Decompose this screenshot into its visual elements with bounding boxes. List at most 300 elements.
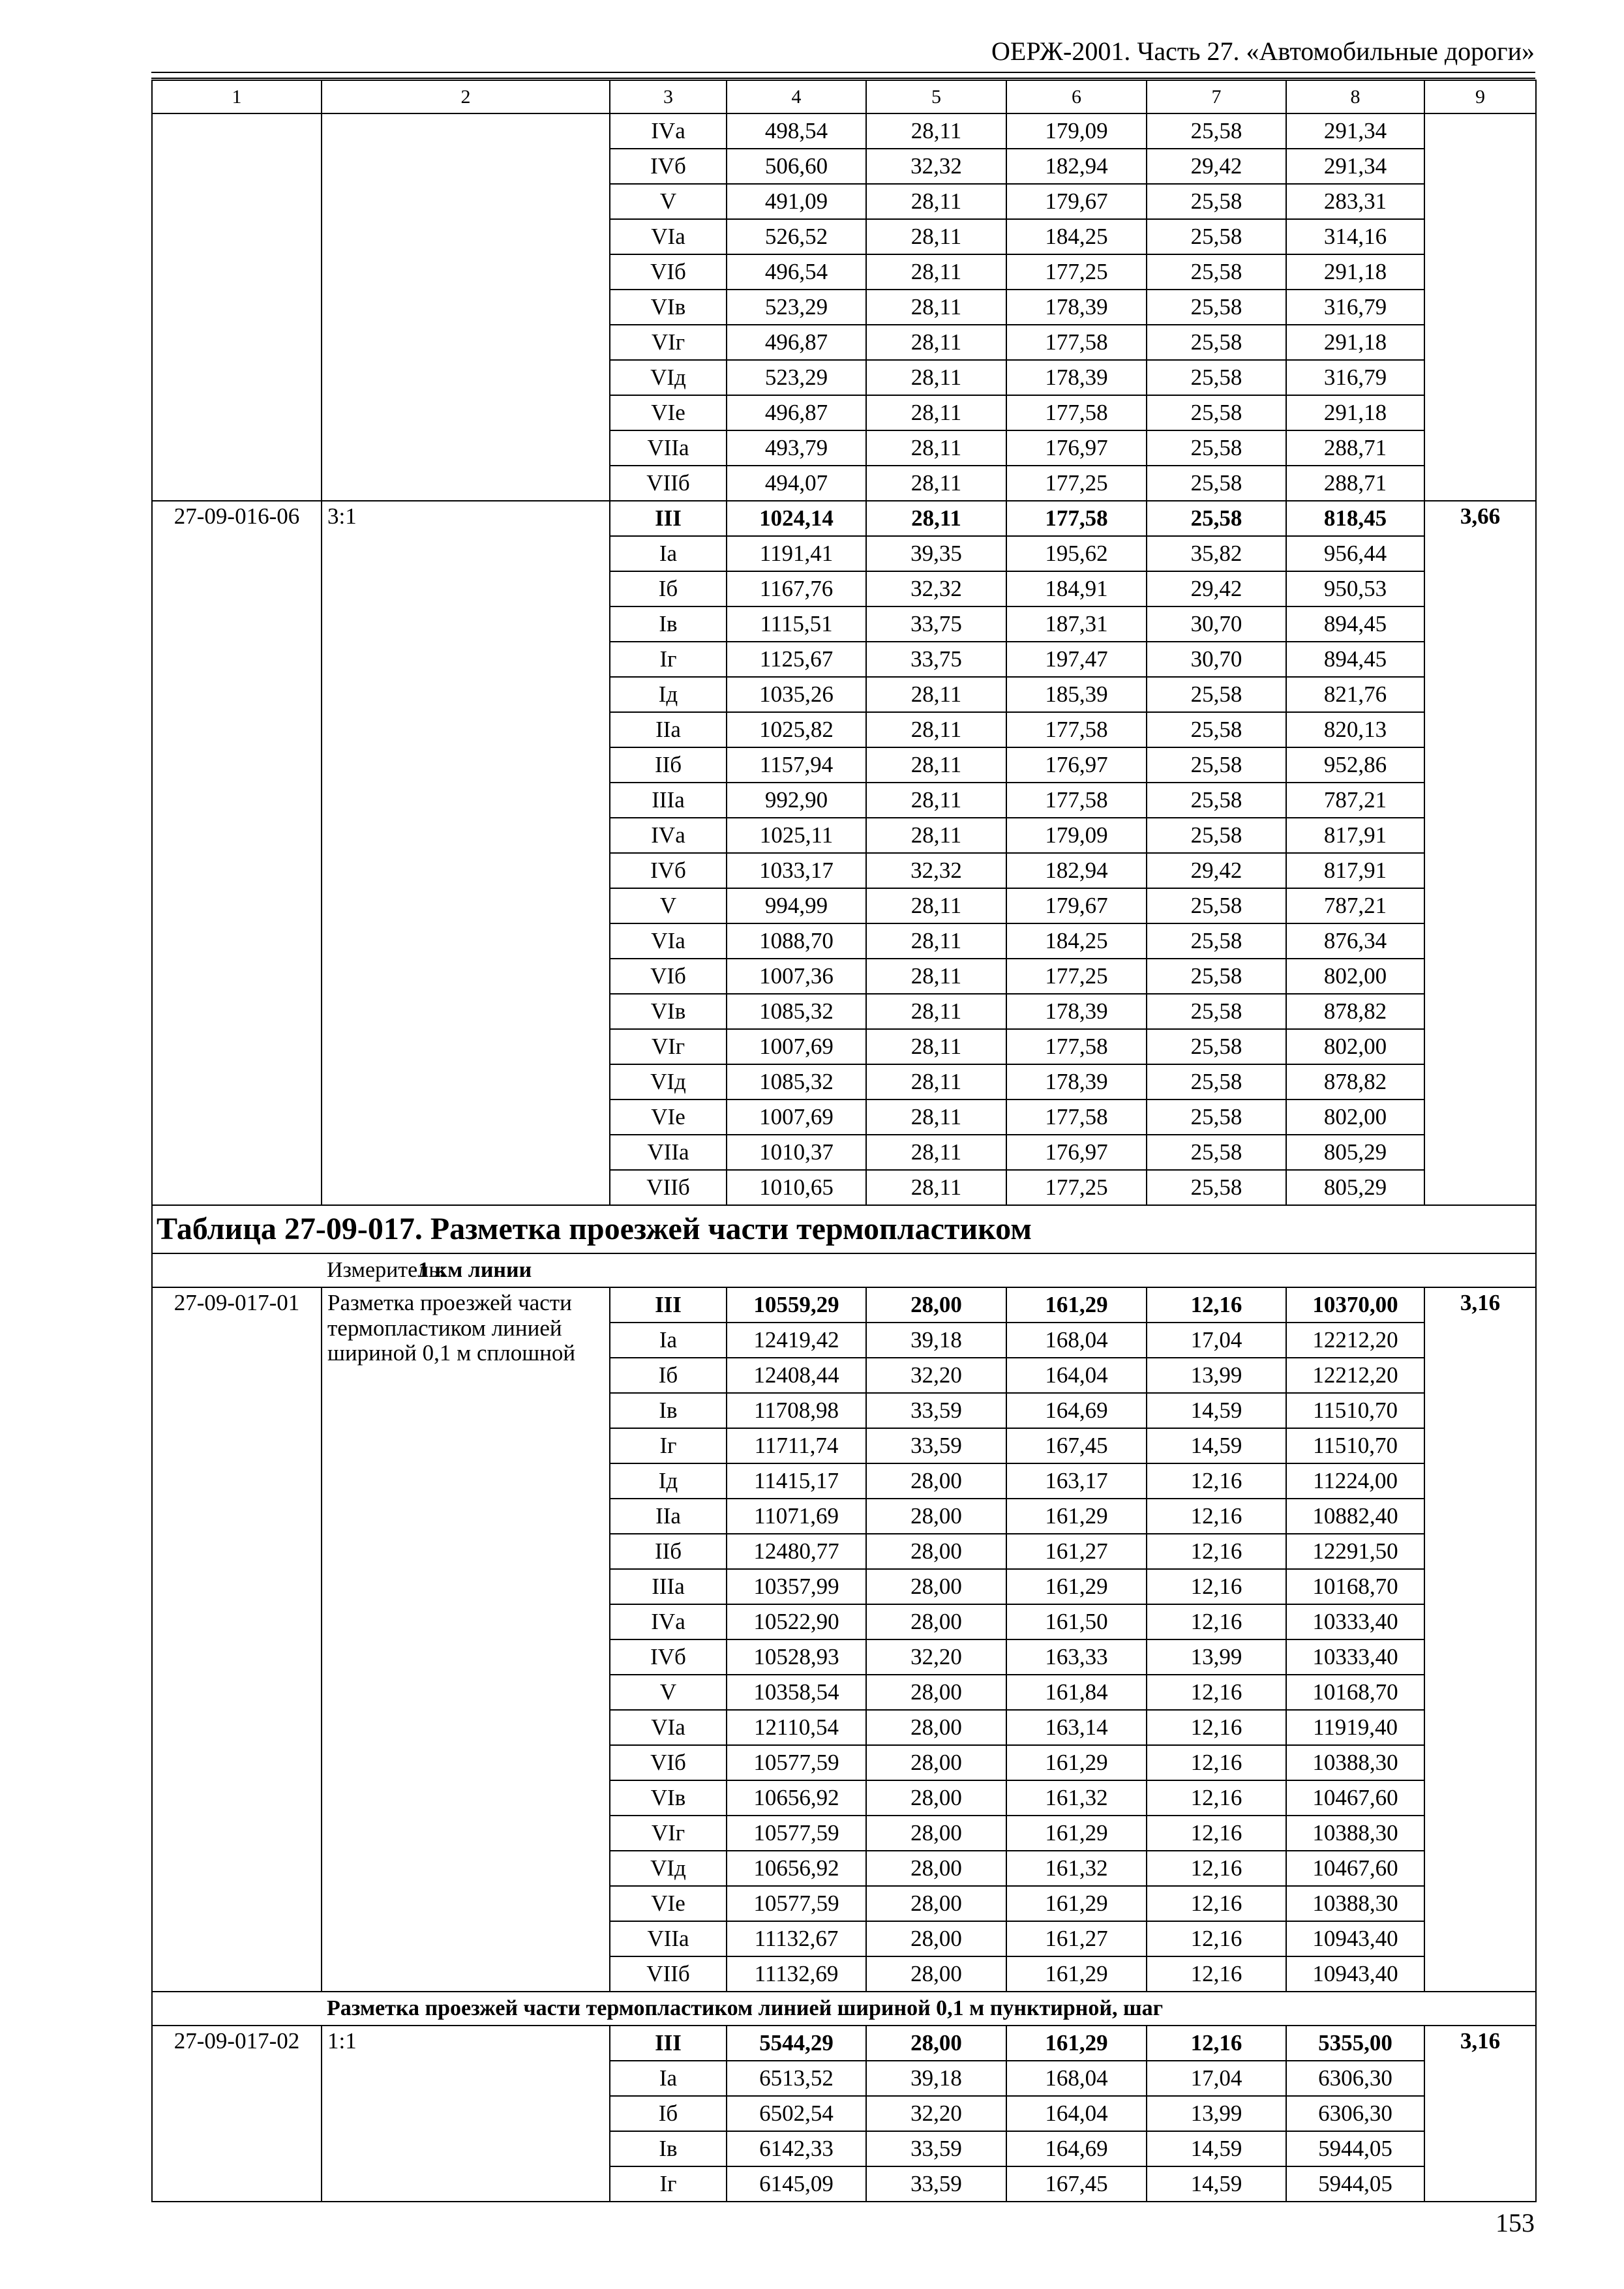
value-cell: 30,70 [1147,606,1286,642]
zone-cell: Iд [610,677,727,712]
value-cell: 14,59 [1147,1393,1286,1428]
value-cell: 176,97 [1006,430,1147,466]
value-cell: 161,29 [1006,1569,1147,1604]
value-cell: 17,04 [1147,1323,1286,1358]
value-cell: 10656,92 [727,1780,866,1816]
value-cell: 818,45 [1286,501,1424,536]
value-cell: 28,11 [866,466,1006,501]
value-cell: 28,11 [866,1135,1006,1170]
value-cell: 195,62 [1006,536,1147,571]
zone-cell: VIа [610,219,727,254]
value-cell: 496,54 [727,254,866,290]
value-cell: 10943,40 [1286,1956,1424,1992]
row-description: 1:1 [322,2026,610,2202]
value-cell: 10168,70 [1286,1569,1424,1604]
value-cell: 28,11 [866,1170,1006,1205]
value-cell: 1025,11 [727,818,866,853]
value-cell: 14,59 [1147,2131,1286,2166]
zone-cell: Iа [610,536,727,571]
value-cell: 1007,69 [727,1100,866,1135]
value-cell: 12,16 [1147,1534,1286,1569]
value-cell: 10943,40 [1286,1921,1424,1956]
value-cell: 10882,40 [1286,1499,1424,1534]
value-cell: 1010,65 [727,1170,866,1205]
value-cell: 13,99 [1147,2096,1286,2131]
value-cell: 28,00 [866,1956,1006,1992]
zone-cell: Iг [610,642,727,677]
value-cell: 168,04 [1006,2061,1147,2096]
column-header: 2 [322,80,610,113]
value-cell: 33,59 [866,2131,1006,2166]
value-cell: 39,18 [866,1323,1006,1358]
value-cell: 25,58 [1147,1064,1286,1100]
zone-cell: V [610,888,727,923]
value-cell: 176,97 [1006,747,1147,783]
value-cell: 179,67 [1006,888,1147,923]
value-cell: 28,00 [866,1675,1006,1710]
meter-value: 1 км линии [610,1253,1536,1287]
value-cell: 179,09 [1006,818,1147,853]
value-cell: 29,42 [1147,853,1286,888]
zone-cell: IVа [610,113,727,149]
zone-cell: VIг [610,325,727,360]
value-cell: 283,31 [1286,184,1424,219]
value-cell: 28,00 [866,1534,1006,1569]
value-cell: 498,54 [727,113,866,149]
zone-cell: VIв [610,994,727,1029]
value-cell: 11711,74 [727,1428,866,1463]
value-cell: 12,16 [1147,2026,1286,2061]
coefficient-cell: 3,66 [1424,501,1536,1205]
meter-spacer [152,1253,322,1287]
value-cell: 164,69 [1006,1393,1147,1428]
zone-cell: IIб [610,747,727,783]
value-cell: 5544,29 [727,2026,866,2061]
value-cell: 6306,30 [1286,2096,1424,2131]
value-cell: 506,60 [727,149,866,184]
value-cell: 12419,42 [727,1323,866,1358]
zone-cell: Iг [610,1428,727,1463]
value-cell: 821,76 [1286,677,1424,712]
zone-cell: VIа [610,923,727,959]
value-cell: 12,16 [1147,1675,1286,1710]
column-header: 3 [610,80,727,113]
column-header: 1 [152,80,322,113]
zone-cell: IVб [610,853,727,888]
value-cell: 6145,09 [727,2166,866,2202]
zone-cell: VIа [610,1710,727,1745]
coefficient-cell: 3,16 [1424,1287,1536,1992]
zone-cell: III [610,501,727,536]
column-header-row [152,80,1536,113]
value-cell: 197,47 [1006,642,1147,677]
zone-cell: VIд [610,360,727,395]
value-cell: 39,35 [866,536,1006,571]
value-cell: 291,18 [1286,325,1424,360]
value-cell: 28,00 [866,1921,1006,1956]
value-cell: 25,58 [1147,254,1286,290]
value-cell: 10577,59 [727,1816,866,1851]
zone-cell: VIе [610,1100,727,1135]
value-cell: 178,39 [1006,360,1147,395]
value-cell: 10358,54 [727,1675,866,1710]
value-cell: 28,00 [866,1463,1006,1499]
table-title-row [152,1205,1536,1253]
value-cell: 10388,30 [1286,1816,1424,1851]
value-cell: 33,59 [866,1393,1006,1428]
value-cell: 1007,36 [727,959,866,994]
value-cell: 1007,69 [727,1029,866,1064]
coefficient-cell [1424,113,1536,501]
value-cell: 177,25 [1006,1170,1147,1205]
row-code: 27-09-016-06 [152,501,322,1205]
value-cell: 11510,70 [1286,1428,1424,1463]
zone-cell: VIIб [610,466,727,501]
value-cell: 167,45 [1006,1428,1147,1463]
value-cell: 6306,30 [1286,2061,1424,2096]
value-cell: 894,45 [1286,606,1424,642]
zone-cell: Iа [610,1323,727,1358]
value-cell: 1125,67 [727,642,866,677]
zone-cell: V [610,184,727,219]
value-cell: 817,91 [1286,853,1424,888]
value-cell: 805,29 [1286,1170,1424,1205]
value-cell: 950,53 [1286,571,1424,606]
zone-cell: IIа [610,712,727,747]
value-cell: 28,11 [866,994,1006,1029]
header-rule [151,72,1535,73]
value-cell: 187,31 [1006,606,1147,642]
value-cell: 28,11 [866,712,1006,747]
value-cell: 28,00 [866,1886,1006,1921]
value-cell: 11132,69 [727,1956,866,1992]
value-cell: 12,16 [1147,1816,1286,1851]
column-header: 5 [866,80,1006,113]
value-cell: 29,42 [1147,149,1286,184]
zone-cell: VIг [610,1029,727,1064]
meter-label: Измеритель: [322,1253,610,1287]
value-cell: 14,59 [1147,2166,1286,2202]
value-cell: 291,34 [1286,149,1424,184]
row-description: Разметка проезжей части термопластиком линией шириной 0,1 м сплошной [322,1287,610,1992]
value-cell: 25,58 [1147,818,1286,853]
value-cell: 25,58 [1147,1170,1286,1205]
value-cell: 13,99 [1147,1358,1286,1393]
zone-cell: IIIа [610,1569,727,1604]
value-cell: 167,45 [1006,2166,1147,2202]
value-cell: 33,59 [866,1428,1006,1463]
zone-cell: Iа [610,2061,727,2096]
section-heading-spacer [152,1992,322,2026]
value-cell: 1085,32 [727,1064,866,1100]
value-cell: 5944,05 [1286,2166,1424,2202]
value-cell: 291,18 [1286,395,1424,430]
value-cell: 12,16 [1147,1604,1286,1639]
value-cell: 1033,17 [727,853,866,888]
value-cell: 491,09 [727,184,866,219]
zone-cell: VIIб [610,1170,727,1205]
value-cell: 161,29 [1006,2026,1147,2061]
value-cell: 10388,30 [1286,1886,1424,1921]
value-cell: 14,59 [1147,1428,1286,1463]
value-cell: 10467,60 [1286,1851,1424,1886]
zone-cell: IIIа [610,783,727,818]
value-cell: 787,21 [1286,783,1424,818]
value-cell: 28,00 [866,1745,1006,1780]
value-cell: 28,11 [866,923,1006,959]
value-cell: 28,11 [866,360,1006,395]
header-rule-second [151,78,1535,79]
value-cell: 10370,00 [1286,1287,1424,1323]
value-cell: 12,16 [1147,1745,1286,1780]
row-code [152,113,322,501]
value-cell: 493,79 [727,430,866,466]
value-cell: 25,58 [1147,501,1286,536]
value-cell: 161,29 [1006,1287,1147,1323]
value-cell: 878,82 [1286,1064,1424,1100]
value-cell: 12408,44 [727,1358,866,1393]
value-cell: 177,25 [1006,959,1147,994]
value-cell: 1035,26 [727,677,866,712]
value-cell: 25,58 [1147,290,1286,325]
zone-cell: IVа [610,1604,727,1639]
value-cell: 28,11 [866,1029,1006,1064]
value-cell: 161,27 [1006,1534,1147,1569]
value-cell: 10333,40 [1286,1604,1424,1639]
value-cell: 25,58 [1147,184,1286,219]
value-cell: 820,13 [1286,712,1424,747]
value-cell: 956,44 [1286,536,1424,571]
value-cell: 894,45 [1286,642,1424,677]
value-cell: 161,27 [1006,1921,1147,1956]
value-cell: 1085,32 [727,994,866,1029]
value-cell: 178,39 [1006,994,1147,1029]
zone-cell: VIд [610,1064,727,1100]
value-cell: 28,00 [866,1287,1006,1323]
value-cell: 161,29 [1006,1956,1147,1992]
value-cell: 28,00 [866,1499,1006,1534]
value-cell: 28,11 [866,1064,1006,1100]
zone-cell: VIб [610,1745,727,1780]
value-cell: 6502,54 [727,2096,866,2131]
value-cell: 25,58 [1147,325,1286,360]
zone-cell: IVа [610,818,727,853]
price-table [151,80,1537,2202]
value-cell: 288,71 [1286,430,1424,466]
value-cell: 523,29 [727,360,866,395]
table-body [152,80,1536,2202]
value-cell: 29,42 [1147,571,1286,606]
value-cell: 28,11 [866,501,1006,536]
value-cell: 10656,92 [727,1851,866,1886]
row-code: 27-09-017-01 [152,1287,322,1992]
value-cell: 177,58 [1006,1100,1147,1135]
value-cell: 25,58 [1147,430,1286,466]
value-cell: 12480,77 [727,1534,866,1569]
zone-cell: VIб [610,254,727,290]
section-heading-row [152,1992,1536,2026]
coefficient-cell: 3,16 [1424,2026,1536,2202]
value-cell: 12,16 [1147,1886,1286,1921]
value-cell: 25,58 [1147,959,1286,994]
value-cell: 161,29 [1006,1499,1147,1534]
zone-cell: VIе [610,395,727,430]
value-cell: 28,11 [866,818,1006,853]
value-cell: 11415,17 [727,1463,866,1499]
value-cell: 496,87 [727,325,866,360]
value-cell: 25,58 [1147,1135,1286,1170]
value-cell: 10577,59 [727,1886,866,1921]
value-cell: 13,99 [1147,1639,1286,1675]
value-cell: 28,00 [866,1710,1006,1745]
zone-cell: IVб [610,149,727,184]
value-cell: 178,39 [1006,1064,1147,1100]
zone-cell: Iб [610,1358,727,1393]
value-cell: 39,18 [866,2061,1006,2096]
value-cell: 28,11 [866,430,1006,466]
value-cell: 6513,52 [727,2061,866,2096]
zone-cell: VIIа [610,430,727,466]
value-cell: 185,39 [1006,677,1147,712]
value-cell: 179,09 [1006,113,1147,149]
value-cell: 291,34 [1286,113,1424,149]
value-cell: 25,58 [1147,888,1286,923]
meter-row [152,1253,1536,1287]
running-header: ОЕРЖ-2001. Часть 27. «Автомобильные дороги» [991,37,1535,66]
value-cell: 494,07 [727,466,866,501]
value-cell: 32,20 [866,2096,1006,2131]
value-cell: 291,18 [1286,254,1424,290]
value-cell: 28,11 [866,113,1006,149]
value-cell: 805,29 [1286,1135,1424,1170]
value-cell: 25,58 [1147,783,1286,818]
value-cell: 10357,99 [727,1569,866,1604]
value-cell: 32,20 [866,1358,1006,1393]
value-cell: 184,25 [1006,923,1147,959]
value-cell: 177,58 [1006,395,1147,430]
value-cell: 12212,20 [1286,1323,1424,1358]
value-cell: 28,11 [866,959,1006,994]
value-cell: 25,58 [1147,113,1286,149]
value-cell: 176,97 [1006,1135,1147,1170]
value-cell: 12,16 [1147,1710,1286,1745]
value-cell: 1191,41 [727,536,866,571]
value-cell: 288,71 [1286,466,1424,501]
value-cell: 28,00 [866,1780,1006,1816]
zone-cell: VIд [610,1851,727,1886]
value-cell: 1167,76 [727,571,866,606]
value-cell: 5944,05 [1286,2131,1424,2166]
table-title: Таблица 27-09-017. Разметка проезжей части термопластиком [152,1205,1536,1253]
zone-cell: VIIа [610,1135,727,1170]
value-cell: 1115,51 [727,606,866,642]
value-cell: 10577,59 [727,1745,866,1780]
value-cell: 182,94 [1006,149,1147,184]
value-cell: 25,58 [1147,360,1286,395]
value-cell: 161,32 [1006,1851,1147,1886]
zone-cell: Iг [610,2166,727,2202]
zone-cell: Iб [610,571,727,606]
value-cell: 5355,00 [1286,2026,1424,2061]
value-cell: 161,84 [1006,1675,1147,1710]
value-cell: 184,91 [1006,571,1147,606]
section-heading: Разметка проезжей части термопластиком линией шириной 0,1 м пунктирной, шаг [322,1992,1536,2026]
value-cell: 161,29 [1006,1745,1147,1780]
value-cell: 177,25 [1006,466,1147,501]
value-cell: 161,29 [1006,1886,1147,1921]
zone-cell: V [610,1675,727,1710]
value-cell: 25,58 [1147,677,1286,712]
value-cell: 163,17 [1006,1463,1147,1499]
value-cell: 184,25 [1006,219,1147,254]
value-cell: 12,16 [1147,1287,1286,1323]
value-cell: 28,00 [866,1851,1006,1886]
value-cell: 32,32 [866,571,1006,606]
value-cell: 526,52 [727,219,866,254]
value-cell: 28,11 [866,888,1006,923]
zone-cell: VIIб [610,1956,727,1992]
value-cell: 878,82 [1286,994,1424,1029]
value-cell: 28,11 [866,325,1006,360]
value-cell: 32,20 [866,1639,1006,1675]
zone-cell: Iв [610,1393,727,1428]
table-row [152,113,1536,149]
value-cell: 177,58 [1006,712,1147,747]
page-number: 153 [1496,2208,1535,2237]
value-cell: 28,11 [866,747,1006,783]
value-cell: 11071,69 [727,1499,866,1534]
value-cell: 11510,70 [1286,1393,1424,1428]
value-cell: 25,58 [1147,1029,1286,1064]
zone-cell: VIг [610,1816,727,1851]
value-cell: 11132,67 [727,1921,866,1956]
value-cell: 10528,93 [727,1639,866,1675]
value-cell: 802,00 [1286,1029,1424,1064]
zone-cell: IIб [610,1534,727,1569]
row-code: 27-09-017-02 [152,2026,322,2202]
value-cell: 28,00 [866,1569,1006,1604]
zone-cell: Iб [610,2096,727,2131]
value-cell: 12,16 [1147,1499,1286,1534]
value-cell: 314,16 [1286,219,1424,254]
column-header: 9 [1424,80,1536,113]
column-header: 7 [1147,80,1286,113]
value-cell: 177,58 [1006,325,1147,360]
row-description: 3:1 [322,501,610,1205]
value-cell: 28,00 [866,1816,1006,1851]
value-cell: 164,04 [1006,2096,1147,2131]
value-cell: 28,11 [866,184,1006,219]
value-cell: 28,11 [866,290,1006,325]
value-cell: 161,32 [1006,1780,1147,1816]
value-cell: 1088,70 [727,923,866,959]
value-cell: 177,58 [1006,1029,1147,1064]
value-cell: 28,11 [866,783,1006,818]
value-cell: 25,58 [1147,747,1286,783]
value-cell: 10559,29 [727,1287,866,1323]
value-cell: 1010,37 [727,1135,866,1170]
zone-cell: IVб [610,1639,727,1675]
zone-cell: Iв [610,606,727,642]
value-cell: 12,16 [1147,1780,1286,1816]
value-cell: 30,70 [1147,642,1286,677]
value-cell: 25,58 [1147,923,1286,959]
value-cell: 952,86 [1286,747,1424,783]
value-cell: 1024,14 [727,501,866,536]
value-cell: 161,29 [1006,1816,1147,1851]
value-cell: 12,16 [1147,1921,1286,1956]
value-cell: 316,79 [1286,290,1424,325]
